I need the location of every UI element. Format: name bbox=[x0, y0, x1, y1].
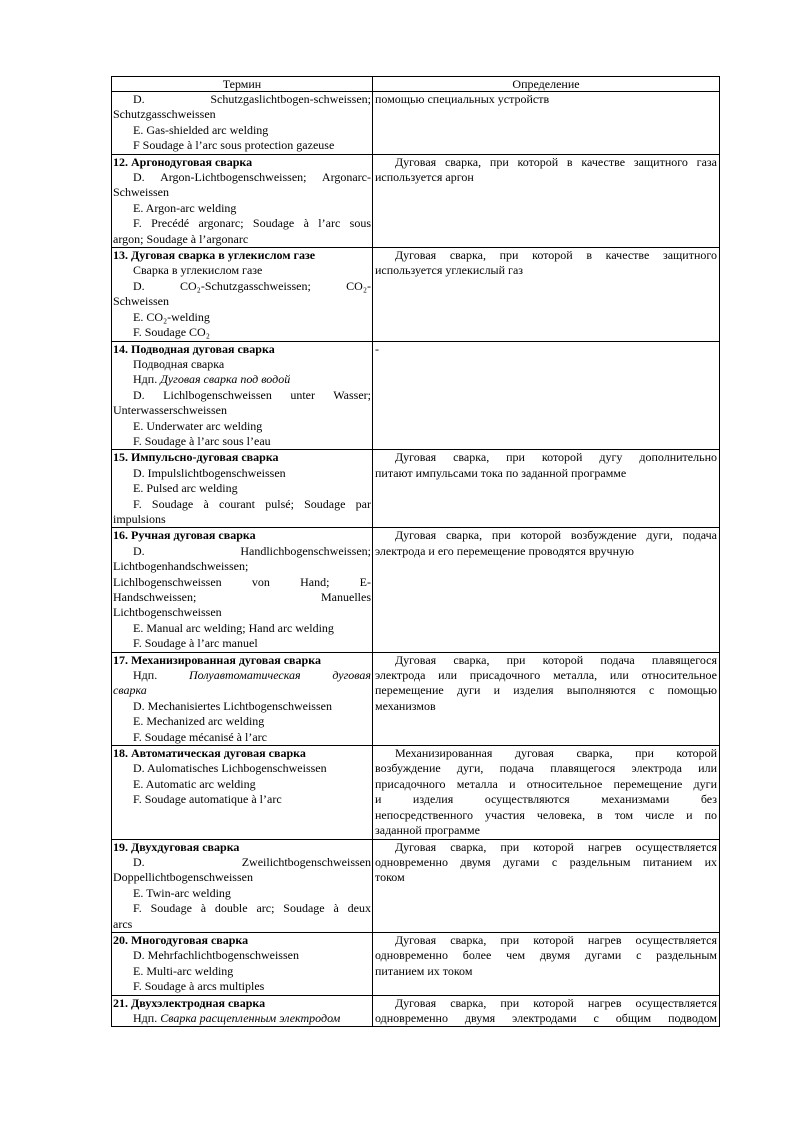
text-line: F Soudage à l’arc sous protection gazeuse bbox=[133, 138, 335, 153]
term-cell bbox=[112, 932, 373, 995]
text-line: Сварка в углекислом газе bbox=[133, 263, 263, 278]
term-cell bbox=[112, 450, 373, 528]
text-line: D. Handlichbogenschweissen; bbox=[133, 543, 371, 558]
text-line: F. Soudage à arcs multiples bbox=[133, 979, 265, 994]
text-line: E. Manual arc welding; Hand arc welding bbox=[133, 620, 334, 635]
document-page bbox=[111, 76, 719, 1027]
text-line: Lichlbogenschweissen von Hand; E- bbox=[113, 574, 371, 589]
text-line: и изделия осуществляются механизмами без bbox=[375, 792, 717, 807]
term-cell bbox=[112, 341, 373, 450]
text-line: argon; Soudage à l’argonarc bbox=[113, 231, 249, 246]
text-line: механизмов bbox=[375, 698, 436, 713]
definition-cell bbox=[373, 746, 720, 839]
text-line: E. Multi-arc welding bbox=[133, 963, 234, 978]
text-line: электрода и его перемещение проводятся вручную bbox=[375, 543, 634, 558]
definition-cell bbox=[373, 154, 720, 247]
table-row bbox=[112, 341, 720, 450]
text-line: E. Pulsed arc welding bbox=[133, 481, 238, 496]
text-line: F. Soudage à double arc; Soudage à deux bbox=[133, 901, 371, 916]
text-line: Lichtbogenhandschweissen; bbox=[113, 559, 249, 574]
text-line: током bbox=[375, 870, 405, 885]
term-title: 17. Механизированная дуговая сварка bbox=[113, 652, 321, 667]
text-line: возбуждение дуги, подача плавящегося электрода или bbox=[375, 761, 717, 776]
text-line: F. Soudage à l’arc manuel bbox=[133, 636, 258, 651]
text-line: сварка bbox=[113, 683, 147, 698]
text-line: используется углекислый газ bbox=[375, 263, 524, 278]
text-line: Механизированная дуговая сварка, при которой bbox=[395, 746, 717, 761]
text-line: используется аргон bbox=[375, 170, 474, 185]
text-line: питанием их током bbox=[375, 963, 473, 978]
term-title: 19. Двухдуговая сварка bbox=[113, 839, 240, 854]
text-line: E. Mechanized arc welding bbox=[133, 714, 265, 729]
text-line: Дуговая сварка, при которой нагрев осуществляется bbox=[395, 839, 717, 854]
text-line: D. Zweilichtbogenschweissen bbox=[133, 854, 371, 869]
terms-table bbox=[111, 76, 720, 1027]
text-line: D. Mehrfachlichtbogenschweissen bbox=[133, 948, 299, 963]
text-line: Дуговая сварка, при которой в качестве защитного bbox=[395, 248, 717, 263]
text-line: помощью специальных устройств bbox=[375, 92, 550, 106]
header-term: Термин bbox=[112, 77, 373, 92]
term-cell bbox=[112, 652, 373, 745]
text-line: E. Argon-arc welding bbox=[133, 200, 237, 215]
text-line: питают импульсами тока по заданной программе bbox=[375, 465, 627, 480]
text-line: E. Underwater arc welding bbox=[133, 418, 263, 433]
table-row bbox=[112, 932, 720, 995]
table-row bbox=[112, 839, 720, 932]
term-title: 21. Двухэлектродная сварка bbox=[113, 995, 266, 1010]
text-line: F. Soudage CO₂ bbox=[133, 325, 210, 340]
deprecated-prefix: Ндп. bbox=[133, 372, 161, 387]
text-line: одновременно двумя дугами с раздельным питанием их bbox=[375, 854, 717, 869]
text-line: D. Impulslichtbogenschweissen bbox=[133, 465, 286, 480]
text-line: Schweissen bbox=[113, 294, 169, 309]
table-row bbox=[112, 248, 720, 341]
text-line: F. Soudage à courant pulsé; Soudage par bbox=[133, 496, 371, 511]
term-cell bbox=[112, 528, 373, 652]
text-line: E. CO₂-welding bbox=[133, 309, 210, 324]
term-title: 15. Импульсно-дуговая сварка bbox=[113, 450, 279, 465]
text-line: F. Soudage mécanisé à l’arc bbox=[133, 729, 267, 744]
deprecated-prefix: Ндп. bbox=[133, 1010, 161, 1025]
text-line: Подводная сварка bbox=[133, 356, 225, 371]
text-line: Schweissen bbox=[113, 185, 169, 200]
text-line: заданной программе bbox=[375, 823, 480, 838]
table-row bbox=[112, 528, 720, 652]
deprecated-term: Сварка расщепленным электродом bbox=[160, 1010, 341, 1025]
definition-cell bbox=[373, 652, 720, 745]
deprecated-term: Дуговая сварка под водой bbox=[160, 372, 291, 387]
text-line: Дуговая сварка, при которой в качестве защитного газа bbox=[395, 154, 717, 169]
definition-cell bbox=[373, 528, 720, 652]
term-title: 13. Дуговая сварка в углекислом газе bbox=[113, 248, 316, 263]
text-line: F. Soudage à l’arc sous l’eau bbox=[133, 433, 271, 448]
text-line bbox=[113, 668, 371, 683]
deprecated-term: Полуавтоматическая дуговая bbox=[188, 668, 371, 683]
term-cell bbox=[112, 995, 373, 1027]
text-line: Дуговая сварка, при которой дугу дополнительно bbox=[395, 450, 717, 465]
text-line: - bbox=[375, 341, 379, 356]
deprecated-prefix: Ндп. bbox=[133, 668, 189, 683]
text-line: D. CO₂-Schutzgasschweissen; CO₂- bbox=[133, 278, 371, 293]
table-row bbox=[112, 154, 720, 247]
table-row bbox=[112, 652, 720, 745]
definition-cell bbox=[373, 248, 720, 341]
text-line: Schutzgasschweissen bbox=[113, 107, 216, 122]
text-line: электрода или присадочного металла, или относительное bbox=[375, 668, 717, 683]
text-line: D. Aulomatisches Lichbogenschweissen bbox=[133, 761, 327, 776]
definition-cell bbox=[373, 839, 720, 932]
table-row bbox=[112, 450, 720, 528]
text-line: E. Automatic arc welding bbox=[133, 776, 256, 791]
text-line: F. Soudage automatique à l’arc bbox=[133, 792, 282, 807]
table-header-row bbox=[112, 77, 720, 92]
text-line: E. Twin-arc welding bbox=[133, 885, 231, 900]
term-cell bbox=[112, 839, 373, 932]
text-line: Lichtbogenschweissen bbox=[113, 605, 222, 620]
table-body bbox=[112, 92, 720, 1027]
term-title: 14. Подводная дуговая сварка bbox=[113, 341, 275, 356]
table-row bbox=[112, 746, 720, 839]
text-line: одновременно более чем двумя дугами с раздельным bbox=[375, 948, 717, 963]
text-line bbox=[113, 1011, 371, 1026]
text-line: Дуговая сварка, при которой подача плавящегося bbox=[395, 652, 717, 667]
text-line: arcs bbox=[113, 916, 133, 931]
term-title: 18. Автоматическая дуговая сварка bbox=[113, 746, 306, 761]
definition-cell bbox=[373, 450, 720, 528]
term-cell bbox=[112, 154, 373, 247]
term-title: 12. Аргонодуговая сварка bbox=[113, 154, 253, 169]
text-line: F. Precédé argonarc; Soudage à l’arc sous bbox=[133, 216, 371, 231]
text-line: D. Lichlbogenschweissen unter Wasser; bbox=[133, 387, 371, 402]
text-line: E. Gas-shielded arc welding bbox=[133, 122, 269, 137]
text-line: impulsions bbox=[113, 511, 166, 526]
text-line: D. Schutzgaslichtbogen-schweissen; bbox=[133, 92, 371, 106]
text-line: Unterwasserschweissen bbox=[113, 403, 227, 418]
definition-cell bbox=[373, 932, 720, 995]
text-line bbox=[113, 372, 371, 387]
text-line: Дуговая сварка, при которой возбуждение дуги, подача bbox=[395, 528, 717, 543]
text-line: непосредственного участия человека, в том числе и по bbox=[375, 807, 717, 822]
text-line: Дуговая сварка, при которой нагрев осуществляется bbox=[395, 932, 717, 947]
definition-cell bbox=[373, 995, 720, 1027]
text-line: Дуговая сварка, при которой нагрев осуществляется bbox=[395, 995, 717, 1010]
definition-cell bbox=[373, 341, 720, 450]
term-title: 20. Многодуговая сварка bbox=[113, 932, 249, 947]
text-line: одновременно двумя электродами с общим подводом bbox=[375, 1010, 717, 1025]
text-line: Doppellichtbogenschweissen bbox=[113, 870, 253, 885]
text-line: перемещение дуги и изделия выполняются с помощью bbox=[375, 683, 717, 698]
term-cell bbox=[112, 92, 373, 155]
definition-cell bbox=[373, 92, 720, 155]
header-definition: Определение bbox=[373, 77, 720, 92]
text-line: D. Mechanisiertes Lichtbogenschweissen bbox=[133, 698, 332, 713]
text-line: присадочного металла и относительное перемещение дуги bbox=[375, 776, 717, 791]
term-cell bbox=[112, 746, 373, 839]
term-title: 16. Ручная дуговая сварка bbox=[113, 528, 256, 543]
text-line: Handschweissen; Manuelles bbox=[113, 590, 371, 604]
text-line: D. Argon-Lichtbogenschweissen; Argonarc- bbox=[133, 170, 371, 185]
table-row bbox=[112, 995, 720, 1027]
table-row bbox=[112, 92, 720, 155]
term-cell bbox=[112, 248, 373, 341]
